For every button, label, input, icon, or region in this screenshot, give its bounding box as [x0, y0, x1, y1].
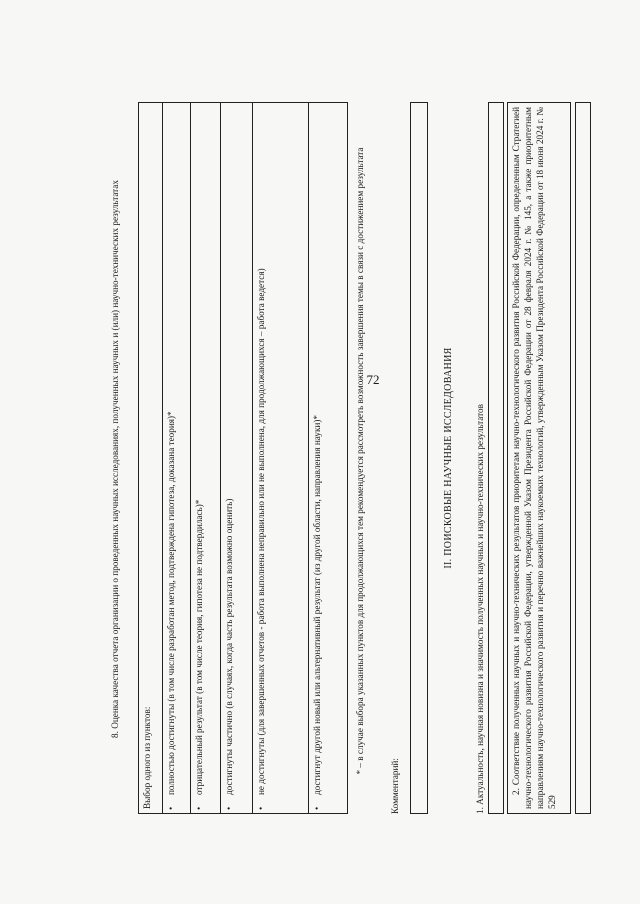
- actuality-label: 1. Актуальность, научная новизна и значимость полученных научных и научно-технических результатов: [475, 404, 485, 814]
- correspondence-field[interactable]: [575, 102, 591, 814]
- actuality-field[interactable]: [488, 102, 504, 814]
- footnote: * – в случае выбора указанных пунктов для продолжающихся тем рекомендуется рассмотреть возможность завершения темы в связи с достижением результата: [355, 147, 365, 775]
- option-row: [253, 103, 309, 813]
- option-text: отрицательный результат (в том числе теория, гипотеза не подтвердилась)*: [194, 499, 204, 795]
- option-row: [191, 103, 221, 813]
- bullet-icon: •: [224, 806, 234, 810]
- section-8-heading: 8. Оценка качества отчета организации о проведенных научных исследованиях, полученных научных и (или) научно-технических результатах: [110, 180, 120, 738]
- bullet-icon: •: [194, 806, 204, 810]
- option-text: полностью достигнуты (в том числе разработан метод, подтверждена гипотеза, доказана теория)*: [166, 411, 176, 795]
- option-row: [309, 103, 347, 813]
- correspondence-text: 2. Соответствие полученных научных и научно-технических результатов приоритетам научно-технологического развития Российской Федерации, определенным Стратегией научно-технологического развития Российской Федерации, утвержденной Указом Президента Российской Федерации от 28 февраля 2024 г. № 145, а также приоритетным направлениям научно-технологического развития и перечню важнейших наукоемких технологий, утвержденным Указом Президента Российской Федерации от 18 июня 2024 г. № 529: [507, 102, 571, 814]
- page-number: 72: [366, 372, 380, 387]
- choice-label: Выбор одного из пунктов:: [142, 706, 152, 809]
- bullet-icon: •: [166, 806, 176, 810]
- option-text: не достигнуты (для завершенных отчетов - работа выполнена неправильно или не выполнена, для продолжающихся – работа ведется): [256, 268, 266, 795]
- option-text: достигнуты частично (в случаях, когда часть результата возможно оценить): [224, 498, 234, 795]
- option-row: [163, 103, 191, 813]
- choice-label-row: [139, 103, 163, 813]
- bullet-icon: •: [312, 806, 322, 810]
- rotated-content: [70, 84, 570, 824]
- comment-label: Комментарий:: [390, 758, 400, 814]
- assessment-table: [138, 102, 348, 814]
- comment-field[interactable]: [410, 102, 428, 814]
- bullet-icon: •: [256, 806, 266, 810]
- option-row: [221, 103, 253, 813]
- section-title: II. ПОИСКОВЫЕ НАУЧНЫЕ ИССЛЕДОВАНИЯ: [443, 347, 454, 569]
- option-text: достигнут другой новый или альтернативный результат (из другой области, направления науки)*: [312, 415, 322, 795]
